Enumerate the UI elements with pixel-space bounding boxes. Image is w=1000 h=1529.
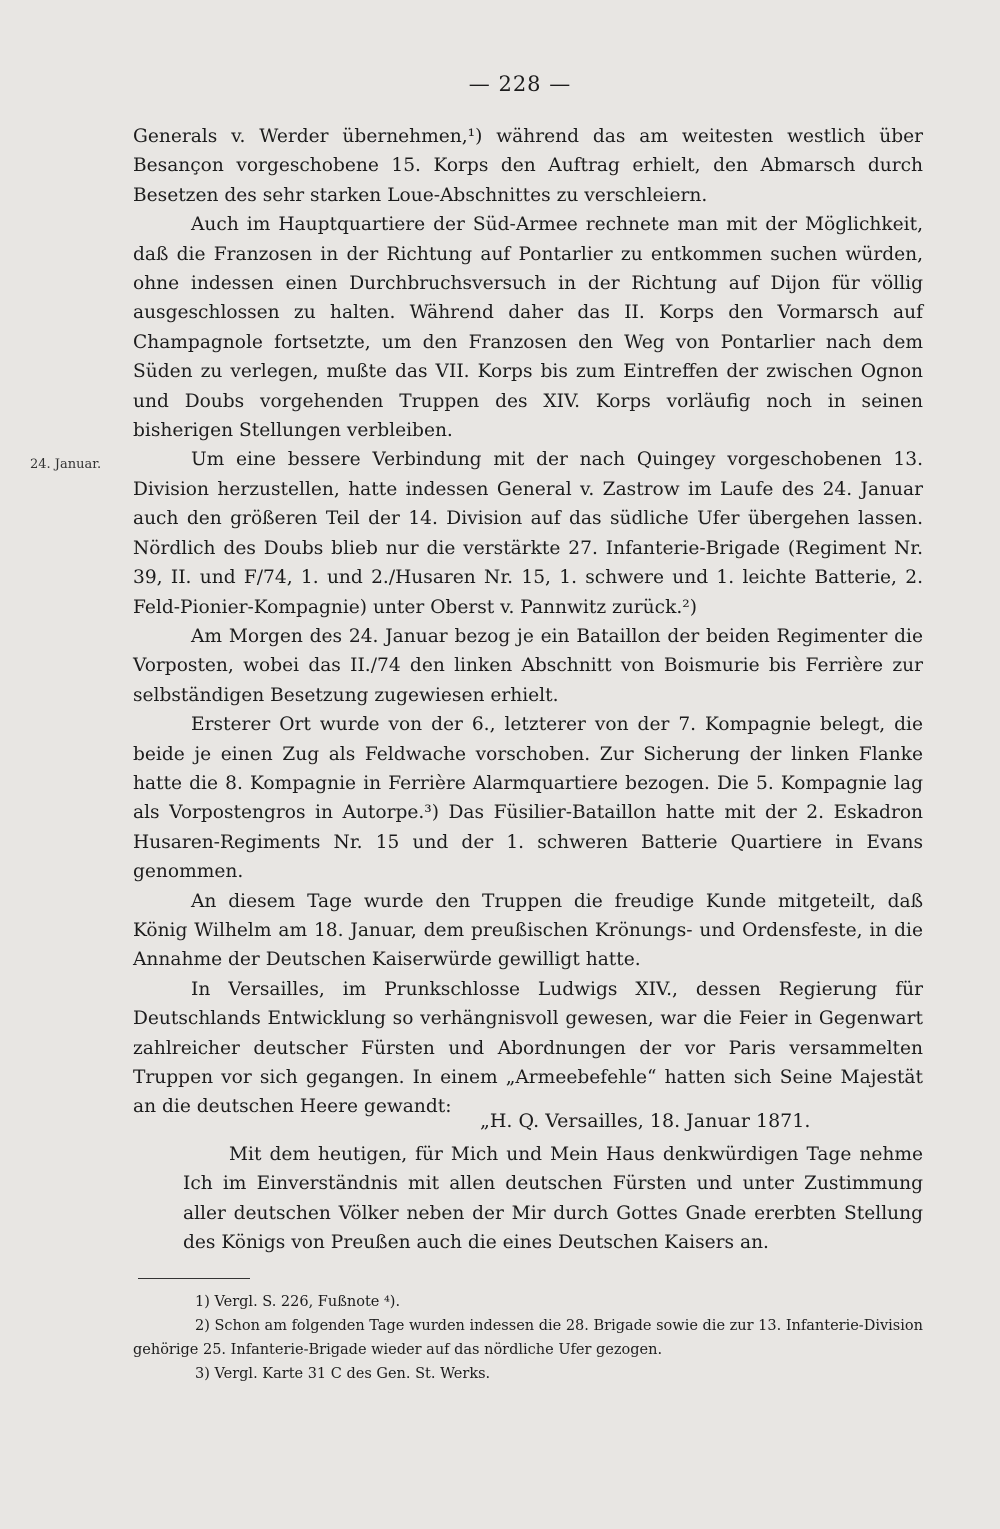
paragraph: Auch im Hauptquartiere der Süd-Armee rechnete man mit der Möglichkeit, daß die Franzosen in der Richtung auf Pontarlier zu entkommen suchen würden, ohne indessen einen Durchbruchsversuch in der Richtung auf Dijon für völlig ausgeschlossen zu halten. Während daher das II. Korps den Vormarsch auf Champagnole fortsetzte, um den Franzosen den Weg von Pontarlier nach dem Süden zu verlegen, mußte das VII. Korps bis zum Eintreffen der zwischen Ognon und Doubs vorgehenden Truppen des XIV. Korps vorläufig noch in seinen bisherigen Stellungen verbleiben. xyxy=(133,214,923,442)
quote-paragraph: Mit dem heutigen, für Mich und Mein Haus denkwürdigen Tage nehme Ich im Einverständnis mit allen deutschen Fürsten und unter Zustimmung aller deutschen Völker neben der Mir durch Gottes Gnade ererbten Stellung des Königs von Preußen auch die eines Deutschen Kaisers an. xyxy=(183,1144,923,1254)
margin-date-note: 24. Januar. xyxy=(30,457,102,472)
footnote: 2) Schon am folgenden Tage wurden indessen die 28. Brigade sowie die zur 13. Infanterie-Division gehörige 25. Infanterie-Brigade wieder auf das nördliche Ufer gezogen. xyxy=(133,1318,923,1358)
paragraph: Am Morgen des 24. Januar bezog je ein Bataillon der beiden Regimenter die Vorposten, wobei das II./74 den linken Abschnitt von Boismurie bis Ferrière zur selbständigen Besetzung zugewiesen erhielt. xyxy=(133,625,923,706)
quote-heading: „H. Q. Versailles, 18. Januar 1871. xyxy=(480,1110,811,1132)
paragraph: Generals v. Werder übernehmen,¹) während das am weitesten westlich über Besançon vorgeschobene 15. Korps den Auftrag erhielt, den Abmarsch durch Besetzen des sehr starken Loue-Abschnittes zu verschleiern. xyxy=(133,126,923,206)
main-text xyxy=(133,122,923,1122)
page-number: — 228 — xyxy=(468,72,572,96)
paragraph: An diesem Tage wurde den Truppen die freudige Kunde mitgeteilt, daß König Wilhelm am 18. Januar, dem preußischen Krönungs- und Ordensfeste, in die Annahme der Deutschen Kaiserwürde gewilligt hatte. xyxy=(133,890,923,971)
paragraph: In Versailles, im Prunkschlosse Ludwigs XIV., dessen Regierung für Deutschlands Entwicklung so verhängnisvoll gewesen, war die Feier in Gegenwart zahlreicher deutscher Fürsten und Abordnungen der vor Paris versammelten Truppen vor sich gegangen. In einem „Armeebefehle“ hatten sich Seine Majestät an die deutschen Heere gewandt: xyxy=(133,978,923,1118)
paragraph: Um eine bessere Verbindung mit der nach Quingey vorgeschobenen 13. Division herzustellen, hatte indessen General v. Zastrow im Laufe des 24. Januar auch den größeren Teil der 14. Division auf das südliche Ufer übergehen lassen. Nördlich des Doubs blieb nur die verstärkte 27. Infanterie-Brigade (Regiment Nr. 39, II. und F/74, 1. und 2./Husaren Nr. 15, 1. schwere und 1. leichte Batterie, 2. Feld-Pionier-Kompagnie) unter Oberst v. Pannwitz zurück.²) xyxy=(133,449,923,618)
footnote: 3) Vergl. Karte 31 C des Gen. St. Werks. xyxy=(195,1366,491,1382)
quoted-order xyxy=(183,1140,923,1258)
footnotes xyxy=(133,1290,928,1386)
footnote-divider xyxy=(138,1278,250,1279)
footnote: 1) Vergl. S. 226, Fußnote ⁴). xyxy=(195,1294,401,1310)
paragraph: Ersterer Ort wurde von der 6., letzterer von der 7. Kompagnie belegt, die beide je einen Zug als Feldwache vorschoben. Zur Sicherung der linken Flanke hatte die 8. Kompagnie in Ferrière Alarmquartiere bezogen. Die 5. Kompagnie lag als Vorpostengros in Autorpe.³) Das Füsilier-Bataillon hatte mit der 2. Eskadron Husaren-Regiments Nr. 15 und der 1. schweren Batterie Quartiere in Evans genommen. xyxy=(133,714,923,883)
